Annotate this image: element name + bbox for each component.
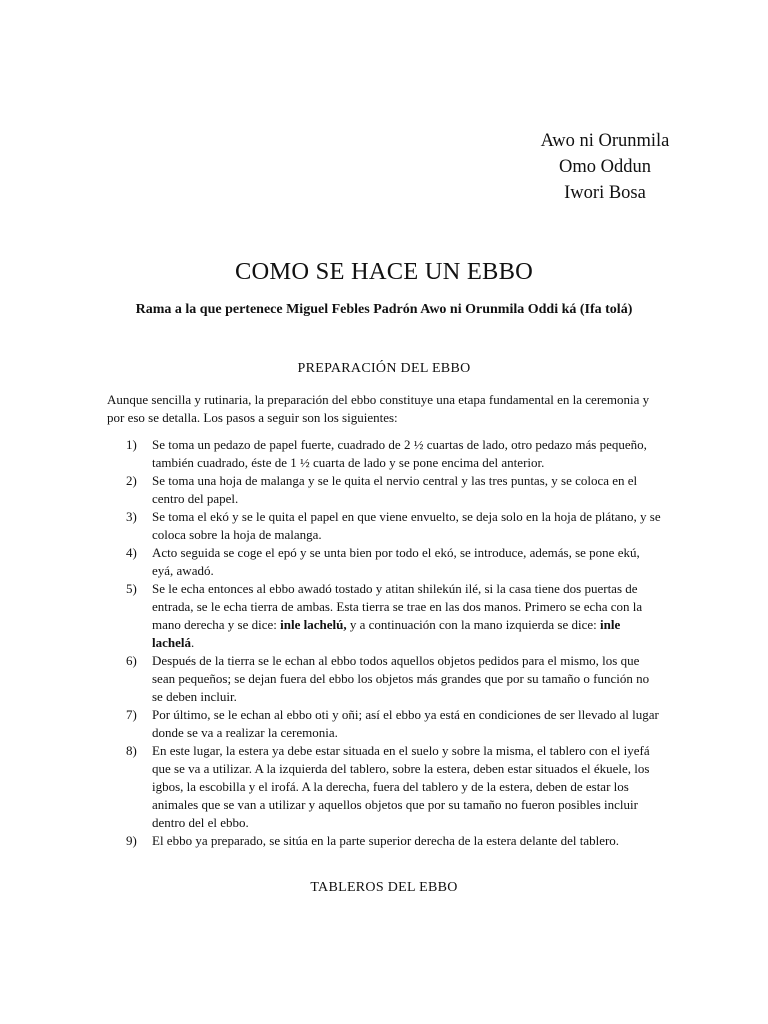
list-item-text: En este lugar, la estera ya debe estar situada en el suelo y sobre la misma, el tablero con el iyefá que se va a utilizar. A la izquierda del tablero, sobre la estera, deben estar situados el ékuele, los igbos, la escobilla y el irofá. A la derecha, fuera del tablero y de la estera, deben de estar los animales que se van a utilizar y aquellos objetos que por su tamaño no fueron posibles incluir dentro del el ebbo.: [152, 743, 650, 830]
list-item-number: 6): [126, 653, 137, 668]
section-heading-preparacion: PREPARACIÓN DEL EBBO: [297, 361, 471, 376]
list-item-number: 1): [126, 437, 137, 452]
intro-paragraph: Aunque sencilla y rutinaria, la preparación del ebbo constituye una etapa fundamental en la ceremonia y por eso se detalla. Los pasos a seguir son los siguientes:: [107, 392, 650, 425]
section-heading-tableros: TABLEROS DEL EBBO: [310, 880, 458, 895]
list-item-number: 8): [126, 743, 137, 758]
author-line-1: Awo ni Orunmila: [540, 131, 670, 151]
list-item-text: Por último, se le echan al ebbo oti y oñi; así el ebbo ya está en condiciones de ser llevado al lugar donde se va a realizar la ceremonia.: [152, 707, 659, 740]
list-item-number: 5): [126, 581, 137, 596]
list-item: [107, 436, 662, 472]
list-item-number: 3): [126, 509, 137, 524]
list-item: [107, 652, 662, 706]
list-item-number: 4): [126, 545, 137, 560]
invocation-lachela: inle lachelá: [152, 617, 621, 650]
list-item: [107, 742, 662, 832]
list-item-text: Se toma un pedazo de papel fuerte, cuadrado de 2 ½ cuartas de lado, otro pedazo más pequeño, también cuadrado, éste de 1 ½ cuarta de lado y se pone encima del anterior.: [152, 437, 647, 470]
list-item: [107, 832, 662, 850]
document-subtitle: Rama a la que pertenece Miguel Febles Padrón Awo ni Orunmila Oddi ká (Ifa tolá): [135, 302, 633, 317]
list-item-number: 9): [126, 833, 137, 848]
list-item-text: [152, 581, 642, 650]
list-item-text: Se toma una hoja de malanga y se le quita el nervio central y las tres puntas, y se coloca en el centro del papel.: [152, 473, 638, 506]
list-item: [107, 706, 662, 742]
author-line-2: Omo Oddun: [559, 157, 651, 177]
list-item-text: Después de la tierra se le echan al ebbo todos aquellos objetos pedidos para el mismo, los que sean pequeños; se dejan fuera del ebbo los objetos más grandes que por su tamaño o función no se deben incluir.: [152, 653, 650, 704]
list-item-text-part: Se le echa entonces al ebbo awadó tostado y atitan shilekún ilé, si la casa tiene dos puertas de entrada, se le echa tierra de ambas. Esta tierra se trae en las dos manos. Primero se echa con la mano derecha y se dice:: [152, 581, 643, 632]
list-item-text: Acto seguida se coge el epó y se unta bien por todo el ekó, se introduce, además, se pone ekú, eyá, awadó.: [152, 545, 640, 578]
list-item-number: 7): [126, 707, 137, 722]
list-item: [107, 472, 662, 508]
list-item: [107, 508, 662, 544]
list-item-text-part: .: [191, 635, 195, 650]
author-block: [520, 128, 690, 206]
list-item-text-part: y a continuación con la mano izquierda se dice:: [346, 617, 600, 632]
list-item-text: Se toma el ekó y se le quita el papel en que viene envuelto, se deja solo en la hoja de plátano, y se coloca sobre la hoja de malanga.: [152, 509, 661, 542]
steps-list: [107, 436, 662, 850]
list-item-number: 2): [126, 473, 137, 488]
author-line-3: Iwori Bosa: [564, 183, 646, 203]
list-item: [107, 580, 662, 652]
list-item-text: El ebbo ya preparado, se sitúa en la parte superior derecha de la estera delante del tablero.: [152, 833, 620, 848]
document-title: COMO SE HACE UN EBBO: [234, 258, 534, 285]
list-item: [107, 544, 662, 580]
invocation-lachelu: inle lachelú,: [280, 617, 347, 632]
